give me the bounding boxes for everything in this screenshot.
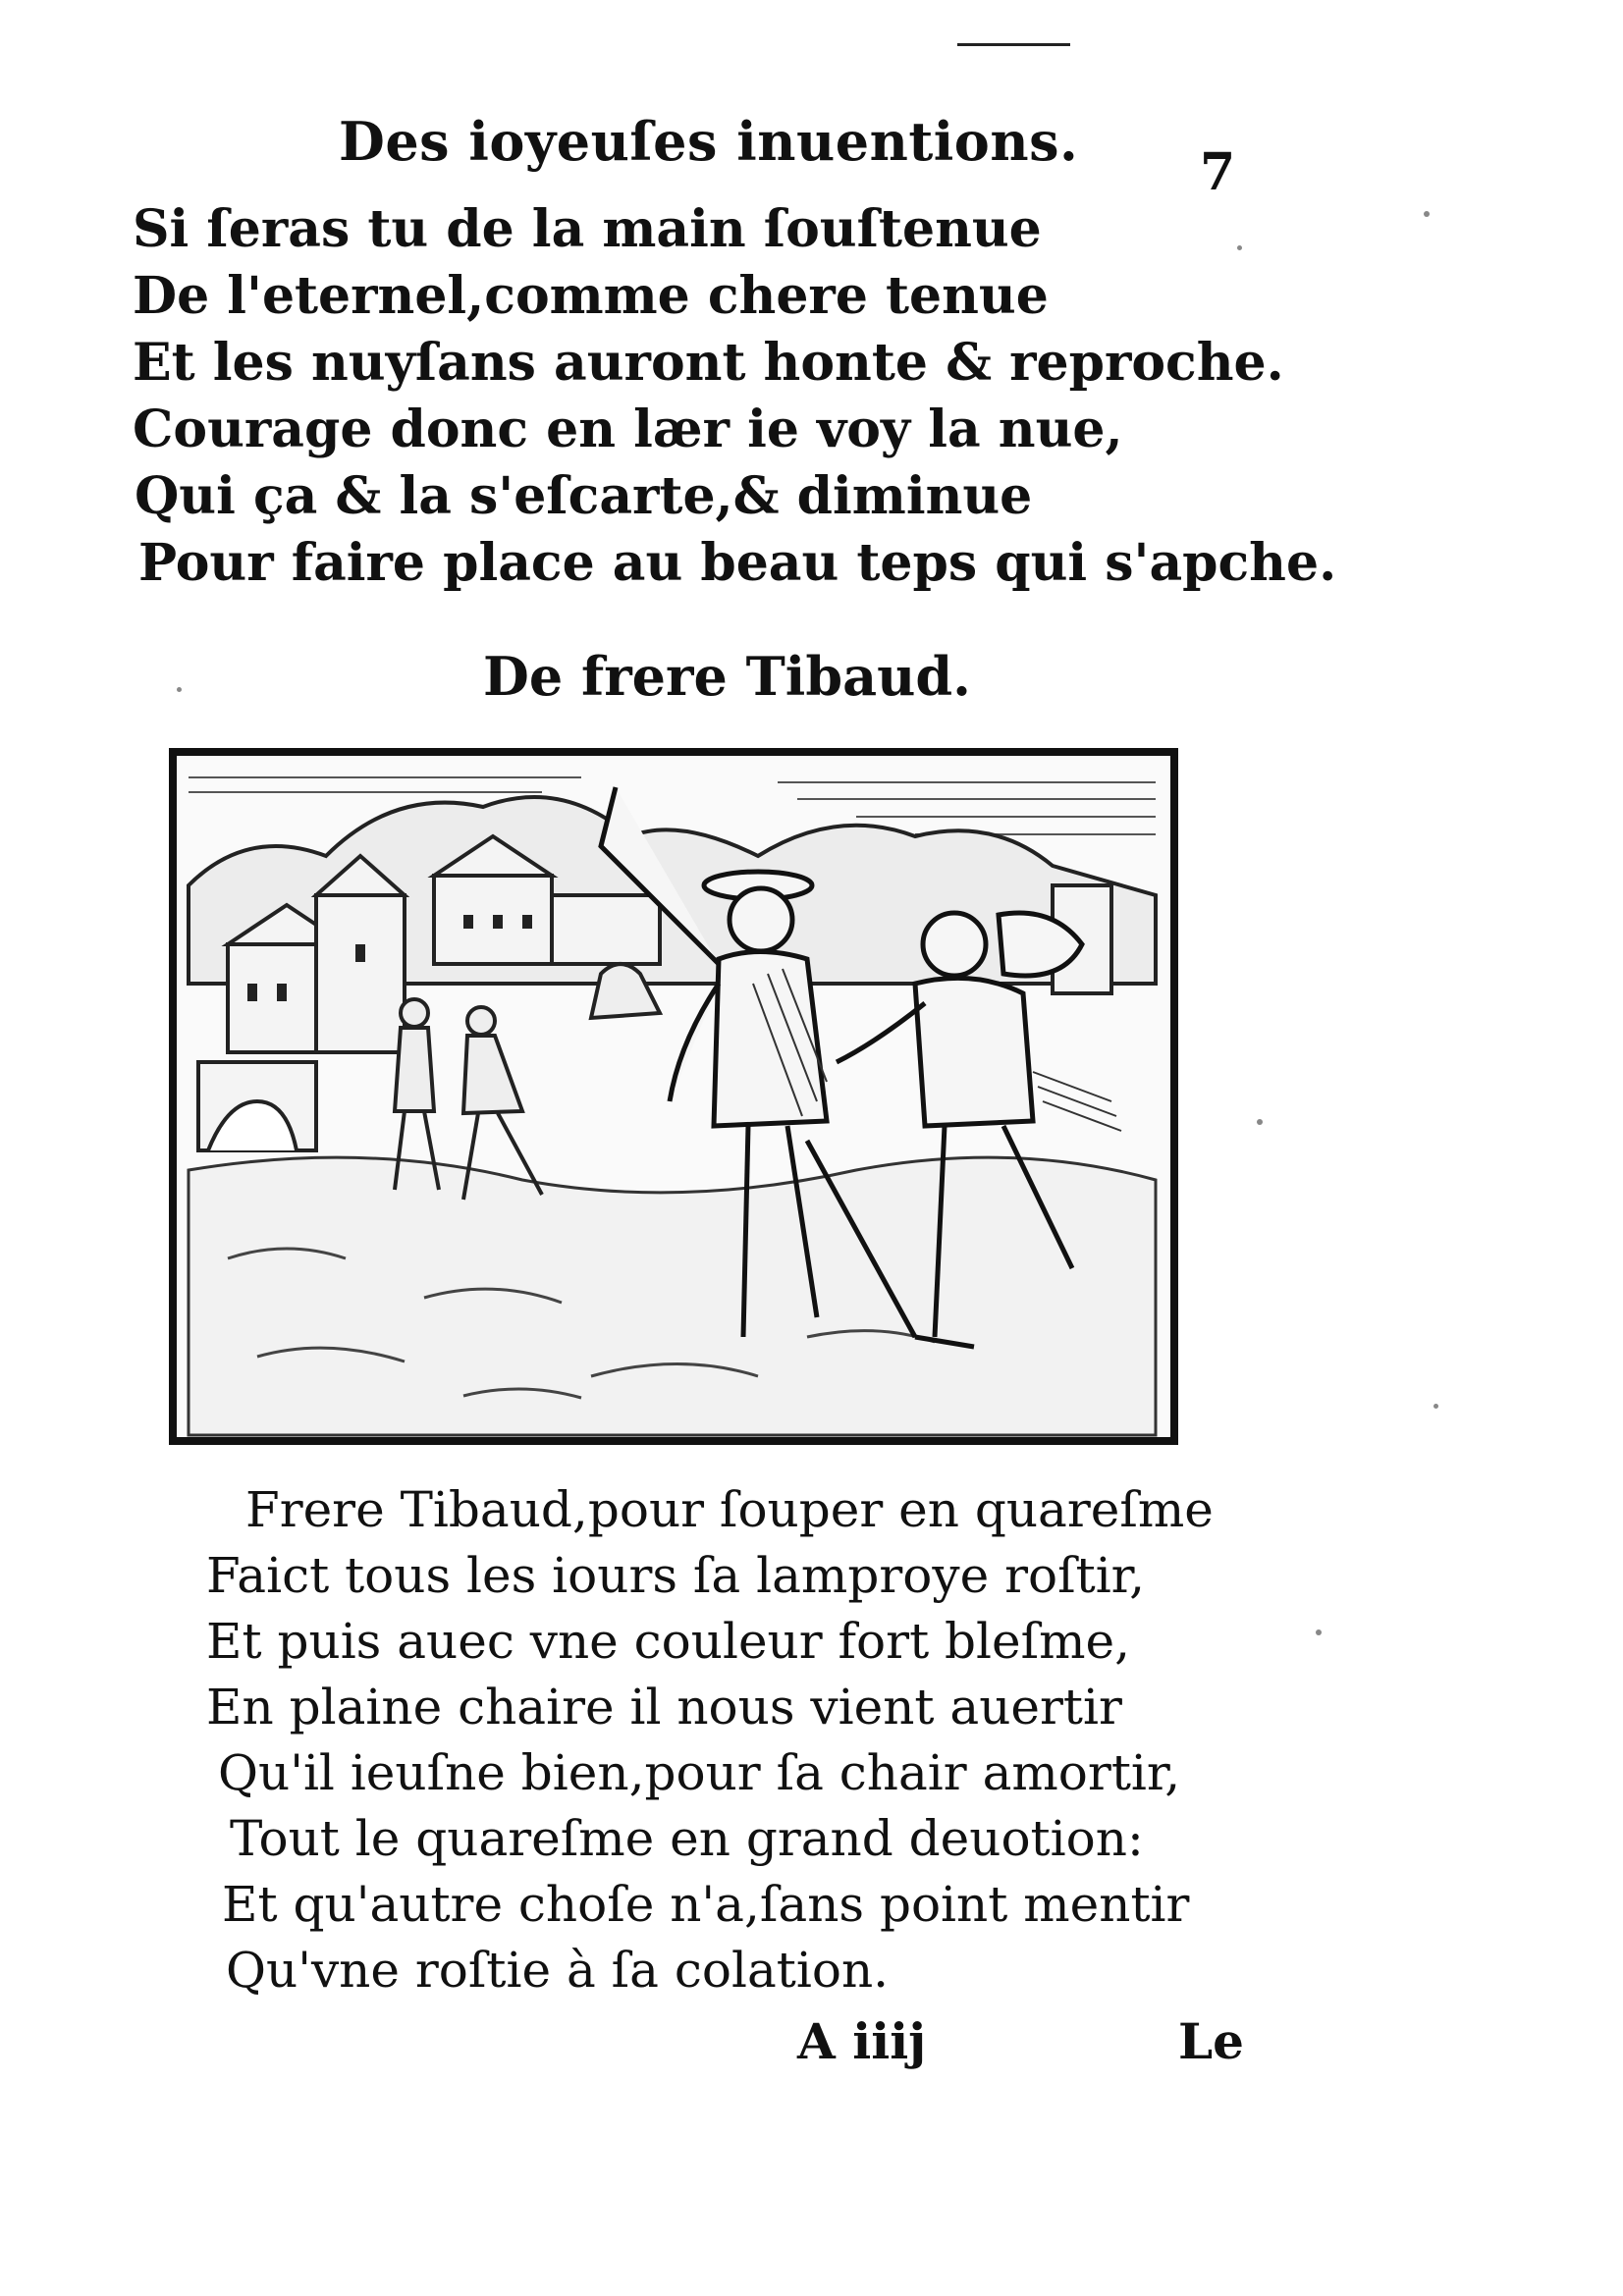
poem-line: Qu'il ieuſne bien,pour ſa chair amortir, — [218, 1744, 1181, 1801]
page-number: 7 — [1200, 142, 1236, 202]
stanza-line: Et les nuyſans auront honte & reproche. — [133, 333, 1284, 393]
stanza — [133, 196, 1336, 597]
poem-line: Et puis auec vne couleur fort bleſme, — [206, 1613, 1131, 1670]
scan-speck — [1316, 1629, 1322, 1635]
running-head: Des ioyeuſes inuentions. — [339, 110, 1079, 173]
stanza-line: Qui ça & la s'eſcarte,& diminue — [135, 466, 1033, 526]
scan-speck — [1424, 211, 1430, 217]
catchword: Le — [1178, 2012, 1244, 2070]
stanza-line: Si ſeras tu de la main ſouſtenue — [133, 199, 1042, 259]
poem-line: Qu'vne roſtie à ſa colation. — [226, 1942, 890, 1999]
poem-line: En plaine chaire il nous vient auertir — [206, 1679, 1122, 1735]
scan-speck — [1257, 1119, 1263, 1125]
scan-speck — [1434, 1404, 1438, 1409]
signature-mark: A iiij — [797, 2012, 927, 2070]
stanza-line: De l'eternel,comme chere tenue — [133, 266, 1049, 326]
top-rule — [957, 43, 1070, 46]
section-title: De frere Tibaud. — [483, 645, 971, 708]
poem-line: Faict tous les iours ſa lamproye roſtir, — [206, 1547, 1145, 1604]
woodcut-illustration — [169, 748, 1178, 1445]
poem-line: Tout le quareſme en grand deuotion: — [230, 1810, 1144, 1867]
stanza-line: Courage donc en lær ie voy la nue, — [133, 400, 1123, 459]
stanza-line: Pour faire place au beau teps qui s'apche. — [138, 533, 1337, 593]
poem-line: Frere Tibaud,pour ſouper en quareſme — [245, 1481, 1214, 1538]
poem — [206, 1477, 1214, 2003]
poem-line: Et qu'autre choſe n'a,ſans point mentir — [222, 1876, 1190, 1933]
scan-speck — [1237, 245, 1242, 250]
scan-speck — [177, 687, 182, 692]
